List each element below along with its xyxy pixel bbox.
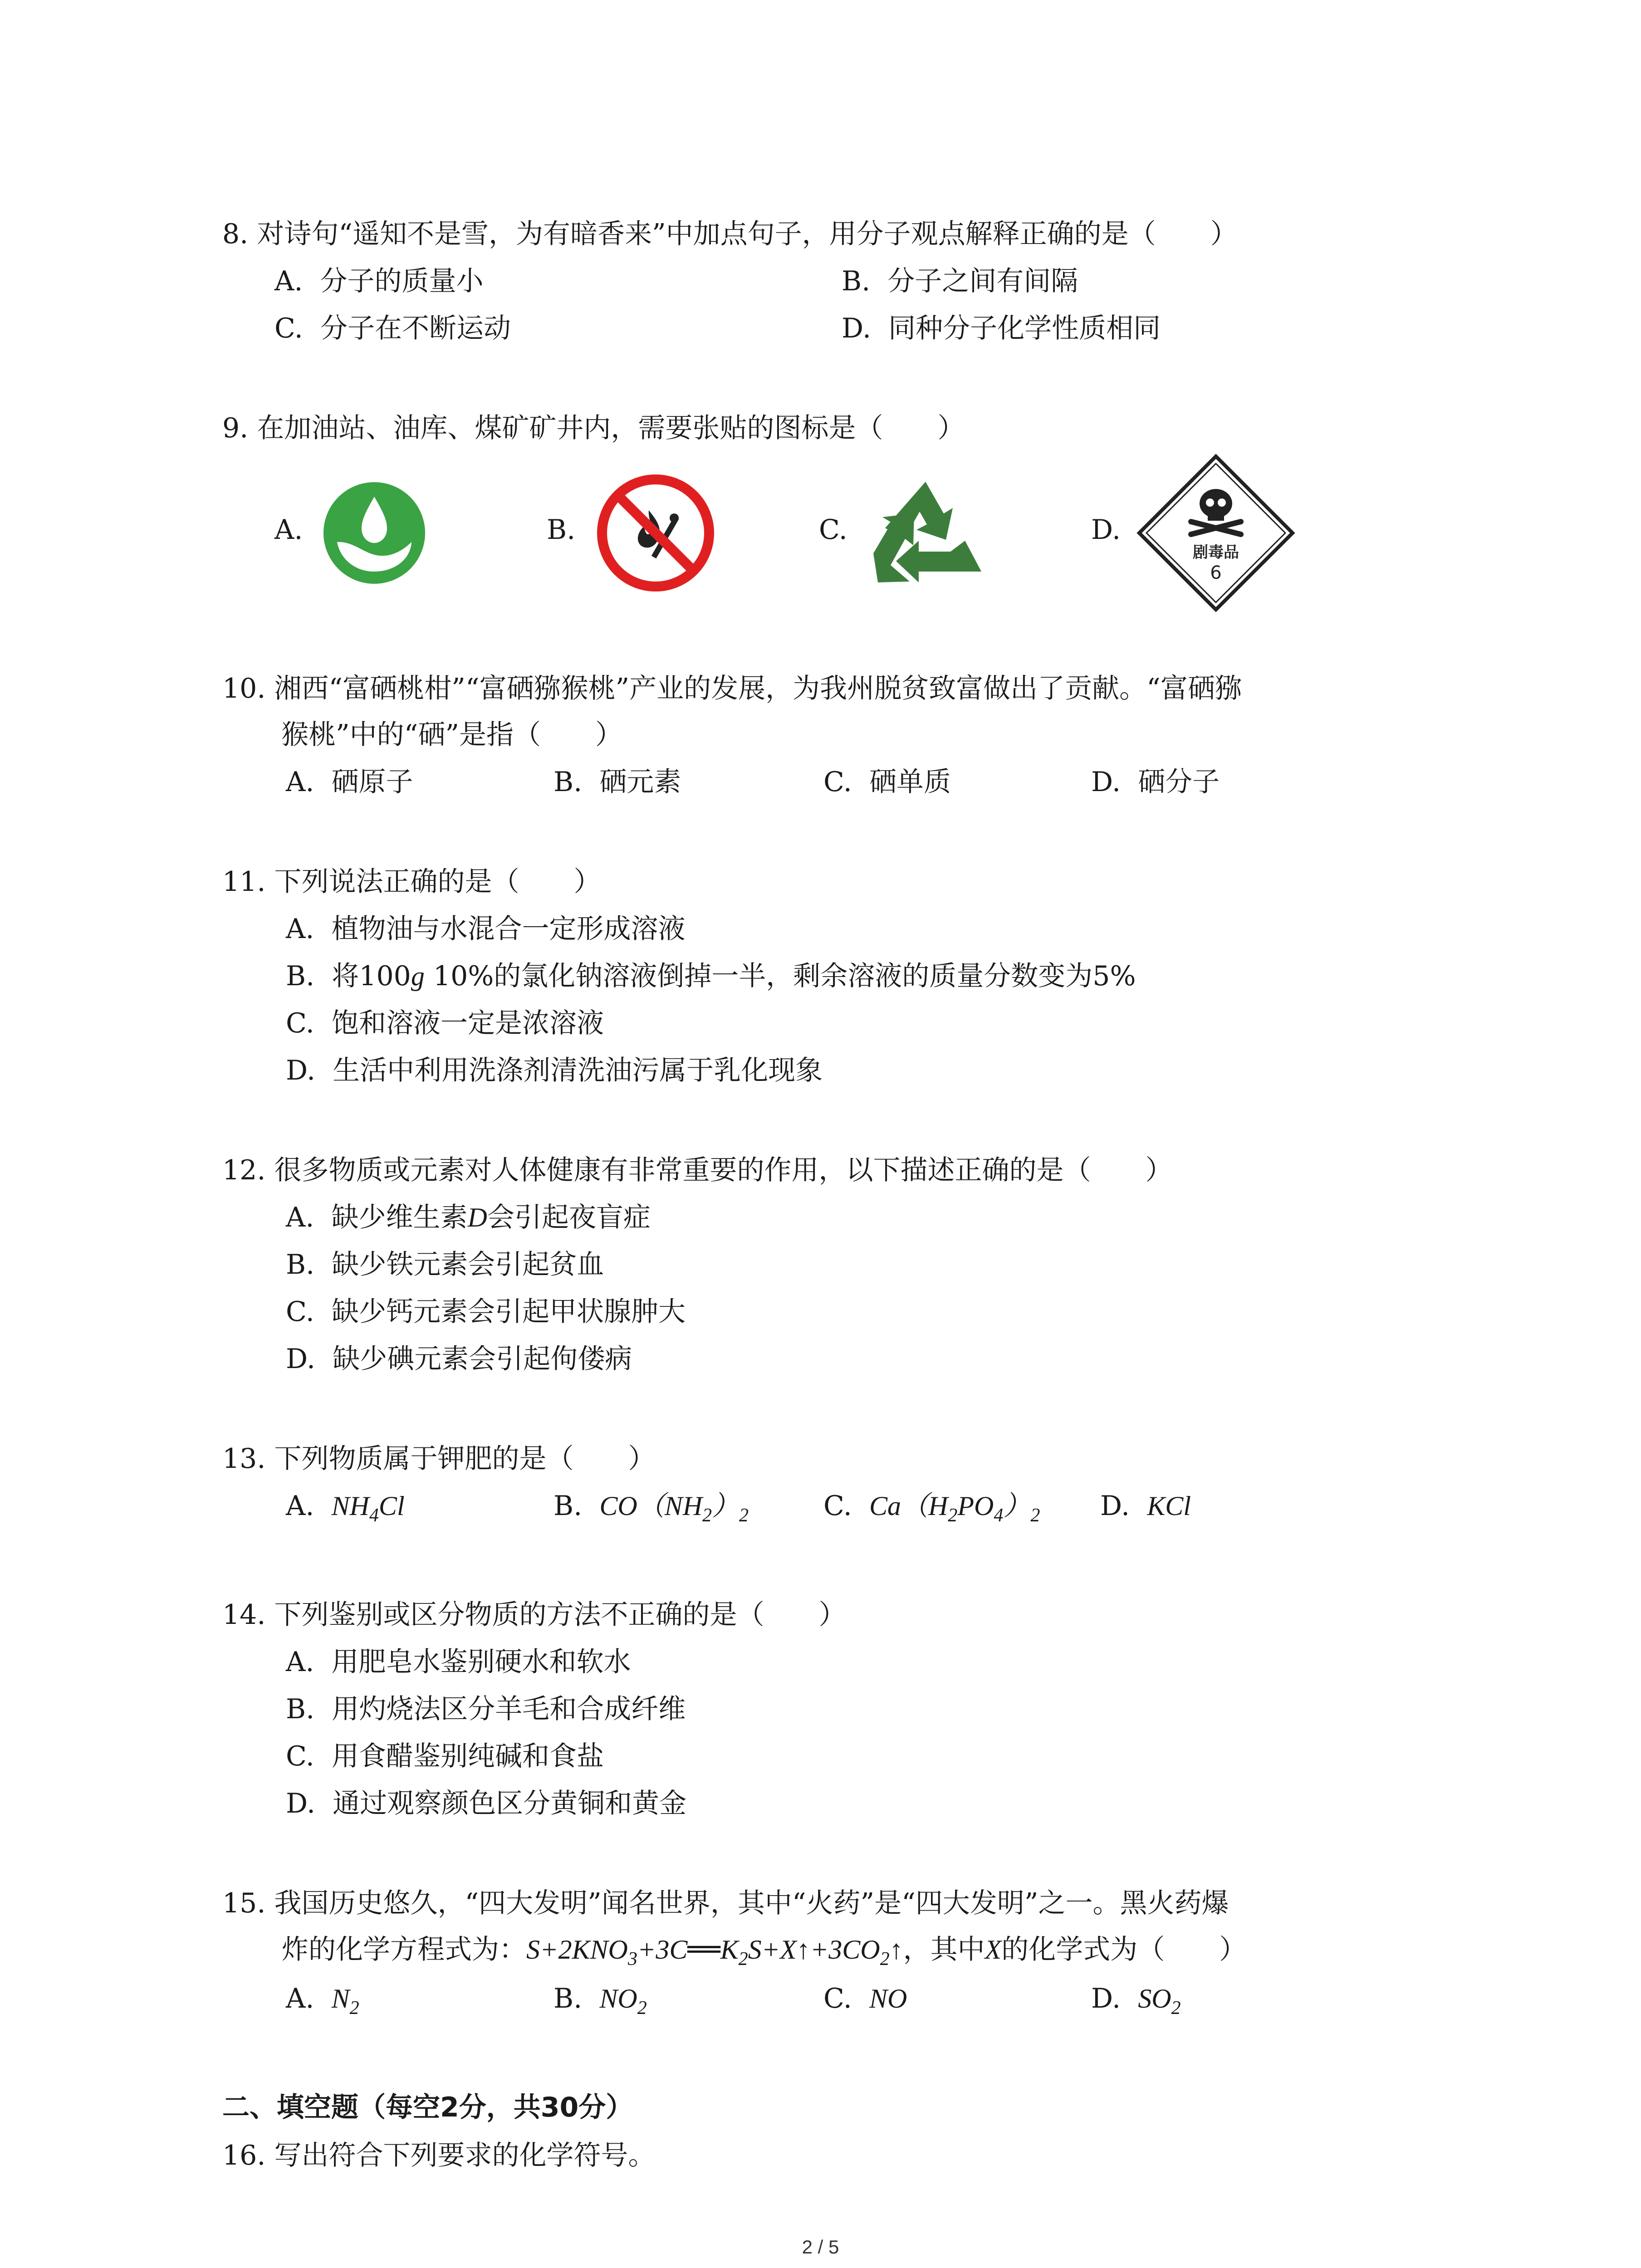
q13-d-label: D. xyxy=(1100,1490,1130,1522)
q12-option-c: C. 缺少钙元素会引起甲状腺肿大 xyxy=(286,1296,686,1328)
q13-c-formula: Ca（H xyxy=(869,1491,948,1521)
q12-a-prefix: A. 缺少维生素 xyxy=(286,1202,468,1233)
q15-b-formula: NO xyxy=(599,1984,637,2014)
q15-d-sub: 2 xyxy=(1171,1998,1181,2019)
q13-a-label: A. xyxy=(286,1490,314,1522)
q12-option-a xyxy=(286,1199,651,1236)
q13-b-formula: CO（NH xyxy=(599,1491,703,1521)
q14-option-a: A. 用肥皂水鉴别硬水和软水 xyxy=(286,1646,631,1678)
q13-b-sub1: 2 xyxy=(702,1505,712,1526)
q10-option-a: A. 硒原子 xyxy=(286,766,413,798)
q8-option-d: D. 同种分子化学性质相同 xyxy=(842,313,1161,344)
question-12-stem: 12. 很多物质或元素对人体健康有非常重要的作用，以下描述正确的是（ ） xyxy=(222,1154,1173,1186)
water-saving-icon xyxy=(320,479,429,587)
q15-option-d xyxy=(1091,1980,1181,2026)
q13-c-formula-mid: PO xyxy=(957,1491,994,1521)
q13-option-d xyxy=(1100,1488,1191,1524)
q15-c-formula: NO xyxy=(869,1984,907,2014)
q15-eq-part4: S+X↑+3CO xyxy=(748,1935,880,1965)
no-fire-icon xyxy=(594,472,717,594)
question-11-stem: 11. 下列说法正确的是（ ） xyxy=(222,866,601,898)
question-8-stem: 8. 对诗句“遥知不是雪，为有暗香来”中加点句子，用分子观点解释正确的是（ ） xyxy=(222,218,1238,250)
q13-d-formula: KCl xyxy=(1147,1491,1191,1521)
recycle-icon xyxy=(864,472,987,594)
q10-option-d: D. 硒分子 xyxy=(1091,766,1220,798)
toxic-label-text: 剧毒品 xyxy=(1193,543,1239,562)
q11-b-prefix: B. 将 xyxy=(286,960,359,992)
q15-b-label: B. xyxy=(554,1983,583,2014)
q9-label-a: A. xyxy=(274,514,303,546)
q12-option-d: D. 缺少碘元素会引起佝偻病 xyxy=(286,1343,632,1375)
q15-option-c xyxy=(823,1980,907,2017)
q15-eq-sub1: 3 xyxy=(627,1949,637,1970)
q10-option-b: B. 硒元素 xyxy=(554,766,681,798)
q15-eq-part1: S+2KNO xyxy=(526,1935,628,1965)
q13-c-sub2: 4 xyxy=(994,1505,1004,1526)
question-15-stem-line1: 15. 我国历史悠久，“四大发明”闻名世界，其中“火药”是“四大发明”之一。黑火药爆 xyxy=(222,1887,1229,1919)
q11-b-mass: 100 xyxy=(359,960,411,992)
q15-eq-arrow: ↑ xyxy=(889,1935,903,1965)
q15-stem-suffix: 的化学式为（ ） xyxy=(1001,1934,1247,1965)
question-13-stem: 13. 下列物质属于钾肥的是（ ） xyxy=(222,1443,656,1475)
q8-option-c: C. 分子在不断运动 xyxy=(274,313,511,344)
q13-a-formula: NH xyxy=(331,1491,369,1521)
q13-option-c xyxy=(823,1488,1040,1534)
q13-b-label: B. xyxy=(554,1490,583,1522)
q13-c-paren: ） xyxy=(1003,1491,1031,1521)
q15-eq-part2: +3C xyxy=(637,1935,688,1965)
q13-a-formula-tail: Cl xyxy=(378,1491,405,1521)
q15-eq-sub3: 2 xyxy=(738,1949,748,1970)
q14-option-d: D. 通过观察颜色区分黄铜和黄金 xyxy=(286,1788,687,1819)
q15-a-sub: 2 xyxy=(349,1998,359,2019)
q13-b-sub2: 2 xyxy=(739,1505,749,1526)
q15-eq-part3: K xyxy=(720,1935,739,1965)
q13-option-b xyxy=(554,1488,749,1534)
q15-stem-prefix: 炸的化学方程式为： xyxy=(281,1934,526,1965)
q13-option-a xyxy=(286,1488,405,1534)
q14-option-b: B. 用灼烧法区分羊毛和合成纤维 xyxy=(286,1693,686,1725)
q11-option-a: A. 植物油与水混合一定形成溶液 xyxy=(286,913,686,945)
q13-b-paren: ） xyxy=(712,1491,740,1521)
q13-c-sub3: 2 xyxy=(1030,1505,1040,1526)
q12-a-vitamin: D xyxy=(467,1202,487,1232)
q15-d-label: D. xyxy=(1091,1983,1121,2014)
q11-b-unit: g xyxy=(411,961,425,991)
q11-option-c: C. 饱和溶液一定是浓溶液 xyxy=(286,1007,604,1039)
q9-label-b: B. xyxy=(547,514,576,546)
q15-a-label: A. xyxy=(286,1983,314,2014)
q9-label-d: D. xyxy=(1091,514,1121,546)
q11-option-d: D. 生活中利用洗涤剂清洗油污属于乳化现象 xyxy=(286,1055,823,1086)
q9-label-c: C. xyxy=(819,514,847,546)
question-16-stem: 16. 写出符合下列要求的化学符号。 xyxy=(222,2140,656,2171)
q8-option-b: B. 分子之间有间隔 xyxy=(842,265,1078,297)
q13-a-sub: 4 xyxy=(369,1505,379,1526)
q8-option-a: A. 分子的质量小 xyxy=(274,265,484,297)
q15-d-formula: SO xyxy=(1138,1984,1171,2014)
q15-a-formula: N xyxy=(331,1984,350,2014)
q15-eq-sub4: 2 xyxy=(880,1949,890,1970)
toxic-hazard-icon xyxy=(1136,454,1295,612)
question-15-stem-line2 xyxy=(281,1931,1246,1977)
q12-option-b: B. 缺少铁元素会引起贫血 xyxy=(286,1249,604,1281)
q13-c-label: C. xyxy=(823,1490,852,1522)
question-10-stem-line2: 猴桃”中的“硒”是指（ ） xyxy=(281,719,623,751)
question-10-stem-line1: 10. 湘西“富硒桃柑”“富硒猕猴桃”产业的发展，为我州脱贫致富做出了贡献。“富硒猕 xyxy=(222,673,1242,704)
q10-option-c: C. 硒单质 xyxy=(823,766,951,798)
q15-option-b xyxy=(554,1980,647,2026)
question-14-stem: 14. 下列鉴别或区分物质的方法不正确的是（ ） xyxy=(222,1599,846,1631)
section-2-title: 二、填空题（每空2分，共30分） xyxy=(222,2092,633,2123)
q11-option-b xyxy=(286,958,1136,994)
q15-unknown-x: X xyxy=(985,1935,1002,1965)
q11-b-rest: 10%的氯化钠溶液倒掉一半，剩余溶液的质量分数变为5% xyxy=(424,960,1136,992)
q13-c-sub1: 2 xyxy=(948,1505,958,1526)
q15-eq-sign: ══ xyxy=(687,1934,720,1965)
page-number: 2 / 5 xyxy=(802,2236,839,2258)
q12-a-suffix: 会引起夜盲症 xyxy=(487,1202,651,1233)
q14-option-c: C. 用食醋鉴别纯碱和食盐 xyxy=(286,1740,604,1772)
question-9-stem: 9. 在加油站、油库、煤矿矿井内，需要张贴的图标是（ ） xyxy=(222,412,965,444)
q15-stem-mid: ，其中 xyxy=(903,1934,985,1965)
q15-c-label: C. xyxy=(823,1983,852,2014)
q15-b-sub: 2 xyxy=(637,1998,647,2019)
q15-option-a xyxy=(286,1980,359,2026)
toxic-class-number: 6 xyxy=(1210,562,1222,583)
